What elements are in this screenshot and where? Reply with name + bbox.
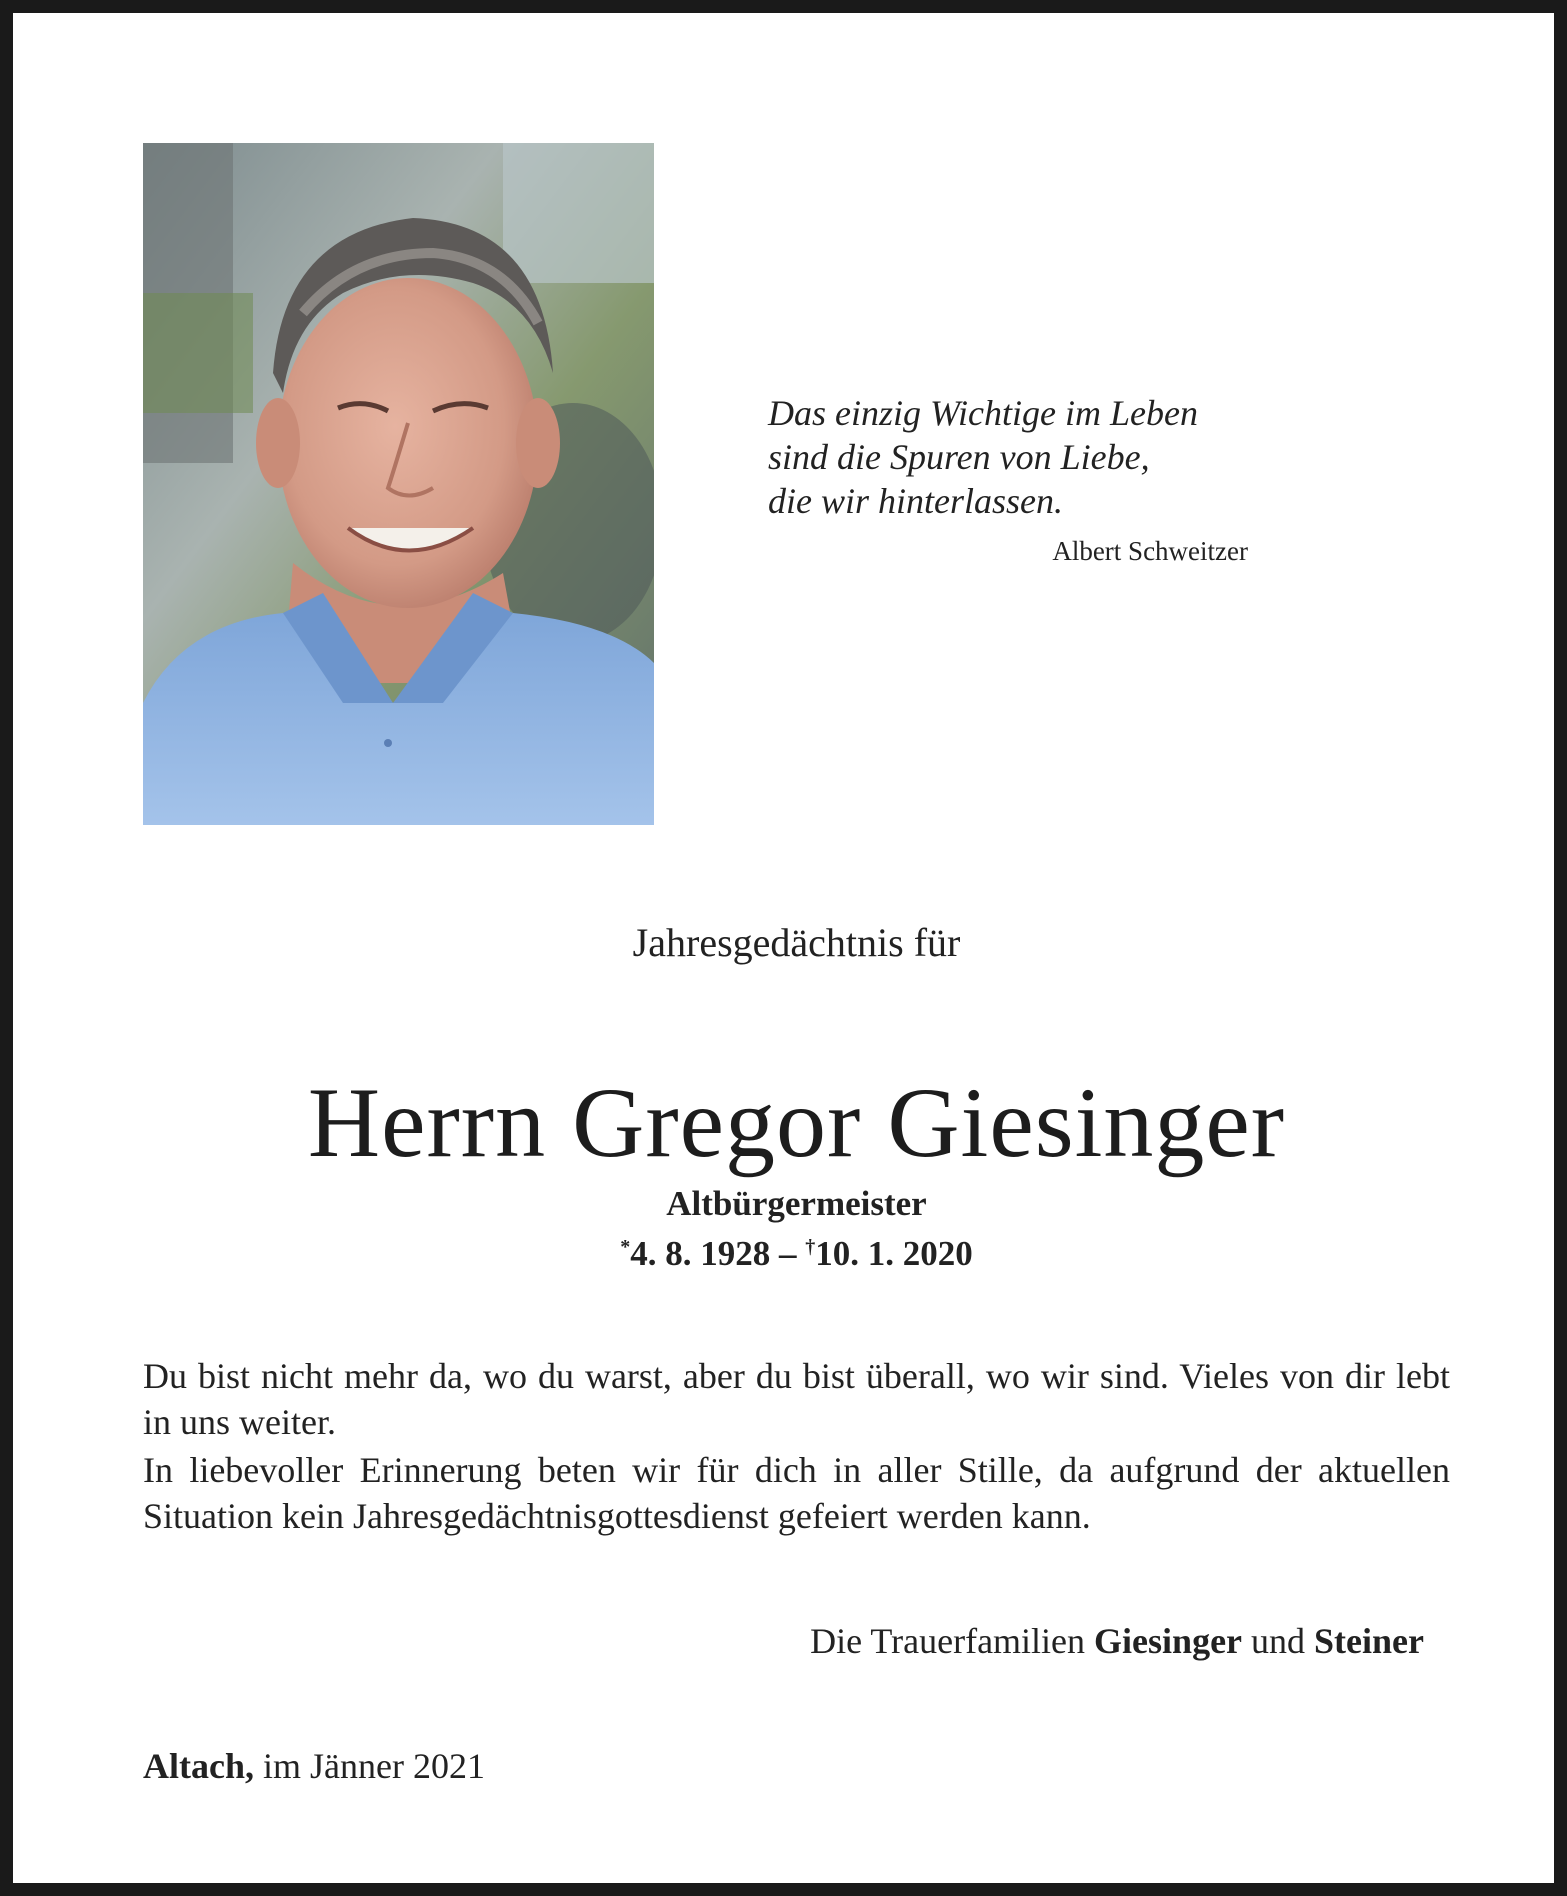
place-name: Altach, bbox=[143, 1746, 254, 1786]
quote-author: Albert Schweitzer bbox=[1052, 536, 1248, 566]
memorial-text bbox=[143, 1353, 1450, 1541]
place-date-line bbox=[143, 1743, 485, 1789]
signature-conjunction: und bbox=[1242, 1621, 1315, 1661]
quote-line: sind die Spuren von Liebe, bbox=[768, 437, 1150, 477]
death-date: 10. 1. 2020 bbox=[815, 1234, 973, 1273]
quote-line: Das einzig Wichtige im Leben bbox=[768, 393, 1198, 433]
family-name: Giesinger bbox=[1094, 1621, 1243, 1661]
life-dates bbox=[13, 1226, 1567, 1275]
memorial-paragraph: In liebevoller Erinnerung beten wir für dich in aller Stille, da aufgrund der aktuellen Situation kein Jahresgedächtnisgottesdienst gefeiert werden kann. bbox=[143, 1450, 1450, 1536]
quote-block bbox=[768, 391, 1248, 569]
family-name: Steiner bbox=[1314, 1621, 1424, 1661]
deceased-title: Altbürgermeister bbox=[666, 1184, 927, 1223]
intro-heading: Jahresgedächtnis für bbox=[632, 920, 961, 965]
birth-symbol: * bbox=[620, 1236, 631, 1258]
signature-line bbox=[810, 1618, 1424, 1664]
portrait-photo bbox=[143, 143, 654, 825]
birth-date: 4. 8. 1928 bbox=[630, 1234, 771, 1273]
quote-line: die wir hinterlassen. bbox=[768, 481, 1063, 521]
memorial-paragraph: Du bist nicht mehr da, wo du warst, aber du bist überall, wo wir sind. Vieles von dir lebt in uns weiter. bbox=[143, 1356, 1450, 1442]
date-separator: – bbox=[770, 1234, 806, 1273]
issue-date: im Jänner 2021 bbox=[254, 1746, 485, 1786]
portrait-illustration bbox=[143, 143, 654, 825]
death-symbol: † bbox=[805, 1236, 816, 1258]
deceased-name: Herrn Gregor Giesinger bbox=[307, 1067, 1286, 1178]
signature-prefix: Die Trauerfamilien bbox=[810, 1621, 1095, 1661]
